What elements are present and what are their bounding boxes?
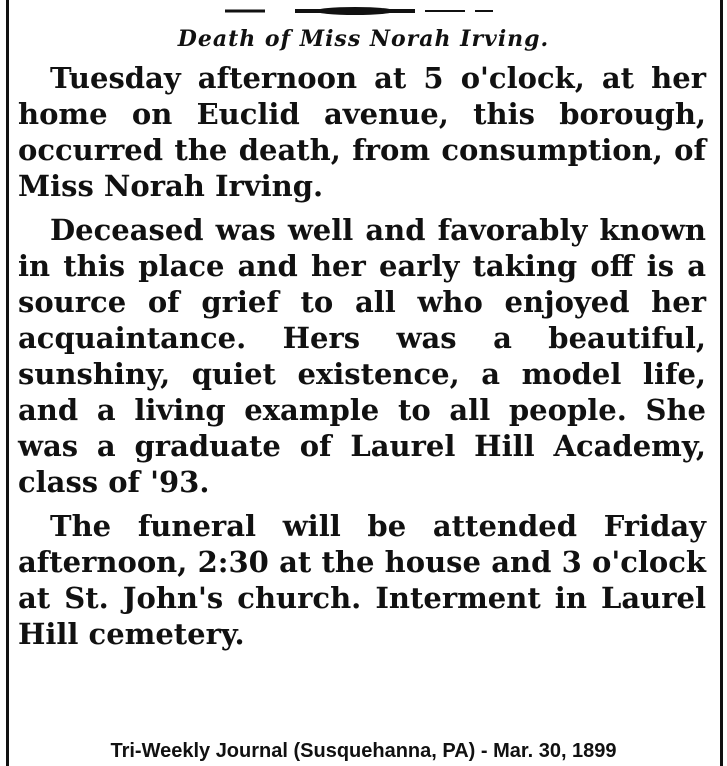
article-paragraph-2: Deceased was well and favorably known in this place and her early taking off is a source of grief to all who enjoyed her acquaintance. Hers was a beautiful, sunshiny, quiet existence, a model life, and a living example to all people. She was a graduate of Laurel Hill Academy, class of '93. xyxy=(18,213,706,499)
article-paragraph-1: Tuesday afternoon at 5 o'clock, at her home on Euclid avenue, this borough, occurred the death, from consumption, of Miss Norah Irving. xyxy=(18,61,706,203)
article-headline: Death of Miss Norah Irving. xyxy=(177,26,550,52)
article-body xyxy=(18,60,706,660)
source-caption: Tri-Weekly Journal (Susquehanna, PA) - Mar. 30, 1899 xyxy=(110,740,617,762)
ornamental-divider xyxy=(225,5,495,17)
column-rule-right xyxy=(720,0,723,766)
column-rule-left xyxy=(6,0,9,766)
article-paragraph-3: The funeral will be attended Friday afternoon, 2:30 at the house and 3 o'clock at St. John's church. Interment in Laurel Hill cemetery. xyxy=(18,509,706,651)
